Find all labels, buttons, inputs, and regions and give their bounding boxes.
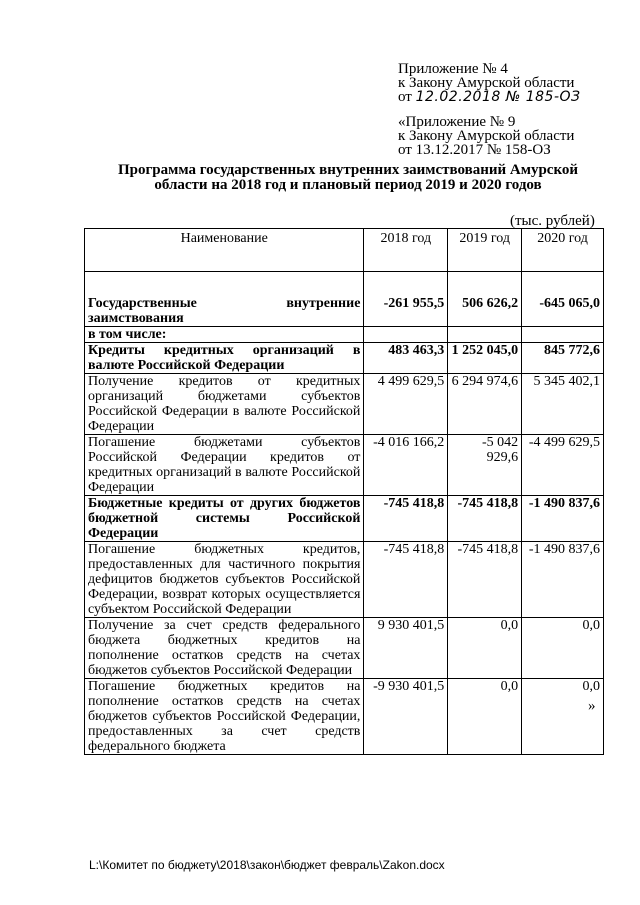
appendix-current-line1: Приложение № 4 xyxy=(398,61,508,77)
document-title xyxy=(88,163,608,193)
table-row xyxy=(85,618,604,679)
row-2020-cell: -4 499 629,5 xyxy=(522,435,604,496)
row-2019-cell: 6 294 974,6 xyxy=(448,374,522,435)
header-name: Наименование xyxy=(85,229,364,272)
row-name-cell: Бюджетные кредиты от других бюджетов бюджетной системы Российской Федерации xyxy=(85,496,364,542)
row-2018-cell: 4 499 629,5 xyxy=(364,374,448,435)
row-2020-cell: -645 065,0 xyxy=(522,272,604,327)
handwritten-date-number: 12.02.2018 № 185-ОЗ xyxy=(415,89,581,105)
row-name-cell: Получение кредитов от кредитных организаций бюджетами субъектов Российской Федерации в валюте Российской Федерации xyxy=(85,374,364,435)
row-2020-cell: 0,0 xyxy=(522,679,604,755)
row-2019-cell: 1 252 045,0 xyxy=(448,343,522,374)
row-2020-cell xyxy=(522,327,604,343)
row-2020-cell: -1 490 837,6 xyxy=(522,496,604,542)
row-name-cell: Погашение бюджетных кредитов на пополнение остатков средств на счетах бюджетов субъектов Российской Федерации, предоставленных за счет средств федерального бюджета xyxy=(85,679,364,755)
row-2019-cell: 0,0 xyxy=(448,679,522,755)
row-2019-cell: -5 042 929,6 xyxy=(448,435,522,496)
table-body xyxy=(85,272,604,755)
appendix-current-line2: к Закону Амурской области xyxy=(398,75,575,91)
appendix-original-line2: к Закону Амурской области xyxy=(398,128,575,144)
borrowing-program-table xyxy=(84,228,604,755)
row-2018-cell: -745 418,8 xyxy=(364,542,448,618)
header-2018: 2018 год xyxy=(364,229,448,272)
appendix-original-header xyxy=(398,115,574,157)
title-line2: области на 2018 год и плановый период 2019 и 2020 годов xyxy=(154,177,542,193)
table-row xyxy=(85,374,604,435)
table-row xyxy=(85,679,604,755)
table-row xyxy=(85,435,604,496)
row-name-cell: Получение за счет средств федерального бюджета бюджетных кредитов на пополнение остатков средств на счетах бюджетов субъектов Российской Федерации xyxy=(85,618,364,679)
table-row xyxy=(85,343,604,374)
appendix-current-date-prefix: от xyxy=(398,89,412,105)
row-2018-cell: -4 016 166,2 xyxy=(364,435,448,496)
row-2020-cell: 5 345 402,1 xyxy=(522,374,604,435)
header-2019: 2019 год xyxy=(448,229,522,272)
row-2019-cell xyxy=(448,327,522,343)
row-2018-cell: 9 930 401,5 xyxy=(364,618,448,679)
row-2019-cell: 0,0 xyxy=(448,618,522,679)
row-2018-cell: -745 418,8 xyxy=(364,496,448,542)
row-name-cell: Погашение бюджетами субъектов Российской Федерации кредитов от кредитных организаций в валюте Российской Федерации xyxy=(85,435,364,496)
row-2019-cell: 506 626,2 xyxy=(448,272,522,327)
footer-file-path: L:\Комитет по бюджету\2018\закон\бюджет февраль\Zakon.docx xyxy=(89,858,445,872)
row-2019-cell: -745 418,8 xyxy=(448,542,522,618)
table-row xyxy=(85,327,604,343)
row-2018-cell xyxy=(364,327,448,343)
closing-quote-mark: » xyxy=(588,698,596,714)
row-name-cell: Погашение бюджетных кредитов, предоставленных для частичного покрытия дефицитов бюджетов субъектов Российской Федерации, возврат которых осуществляется субъектом Российской Федерации xyxy=(85,542,364,618)
row-2018-cell: -9 930 401,5 xyxy=(364,679,448,755)
table-row xyxy=(85,496,604,542)
row-2020-cell: -1 490 837,6 xyxy=(522,542,604,618)
row-name-cell: Государственные внутренние заимствования xyxy=(85,272,364,327)
row-2018-cell: -261 955,5 xyxy=(364,272,448,327)
appendix-original-line3: от 13.12.2017 № 158-ОЗ xyxy=(398,142,551,158)
table-header-row xyxy=(85,229,604,272)
header-2020: 2020 год xyxy=(522,229,604,272)
row-2019-cell: -745 418,8 xyxy=(448,496,522,542)
table-row xyxy=(85,272,604,327)
units-label: (тыс. рублей) xyxy=(510,213,595,229)
appendix-current-line3 xyxy=(398,90,581,104)
row-name-cell: в том числе: xyxy=(85,327,364,343)
appendix-original-line1: «Приложение № 9 xyxy=(398,114,516,130)
appendix-current-header xyxy=(398,62,581,104)
row-2018-cell: 483 463,3 xyxy=(364,343,448,374)
table-row xyxy=(85,542,604,618)
row-2020-cell: 0,0 xyxy=(522,618,604,679)
row-2020-cell: 845 772,6 xyxy=(522,343,604,374)
row-name-cell: Кредиты кредитных организаций в валюте Российской Федерации xyxy=(85,343,364,374)
title-line1: Программа государственных внутренних заимствований Амурской xyxy=(117,162,579,178)
